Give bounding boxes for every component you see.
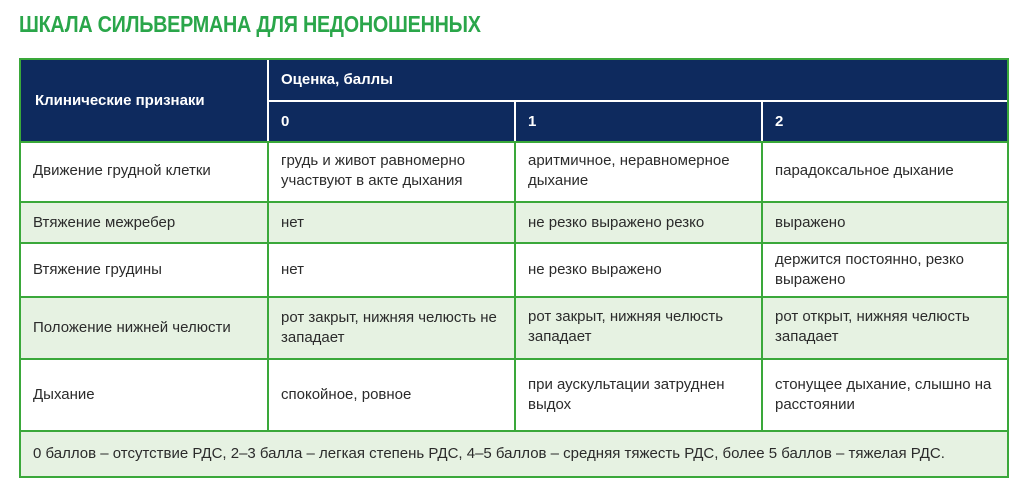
header-col-2 — [763, 102, 1007, 141]
row-2-c2-label: выражено — [775, 213, 846, 231]
table-footer — [21, 432, 1007, 476]
table-row-1-sign — [21, 141, 267, 201]
table-row-5-c1 — [514, 360, 761, 430]
row-5-c1-label: при аускультации затруднен выдох — [528, 376, 725, 413]
header-score — [267, 60, 1007, 100]
table-row-3-sign — [21, 244, 267, 296]
row-5-sign-label: Дыхание — [33, 386, 95, 403]
row-2-c0-label: нет — [281, 213, 304, 231]
header-col-2-label: 2 — [775, 112, 784, 130]
table-row-1-c2 — [761, 141, 1007, 201]
table-row-2-c2 — [761, 203, 1007, 242]
header-col-1-label: 1 — [528, 112, 537, 130]
row-3-c0-label: нет — [281, 261, 304, 278]
table-row-1-c0 — [267, 141, 514, 201]
table-row-4-c2 — [761, 298, 1007, 358]
row-1-c1-label: аритмичное, неравномерное дыхание — [528, 152, 730, 189]
table-row-3-c2 — [761, 244, 1007, 296]
row-5-c0-label: спокойное, ровное — [281, 386, 412, 403]
table-row-1-c1 — [514, 141, 761, 201]
table-row-3-c1 — [514, 244, 761, 296]
row-1-c2-label: парадоксальное дыхание — [775, 162, 954, 179]
table-row-3-c0 — [267, 244, 514, 296]
header-col-0 — [267, 102, 514, 141]
footer-text: 0 баллов – отсутствие РДС, 2–3 балла – легкая степень РДС, 4–5 баллов – средняя тяжесть РДС, более 5 баллов – тяжелая РДС. — [33, 445, 945, 462]
table-row-2-c0 — [267, 203, 514, 242]
row-2-sign-label: Втяжение межребер — [33, 213, 176, 231]
row-4-c0-label: рот закрыт, нижняя челюсть не западает — [281, 309, 497, 346]
table-row-2-sign — [21, 203, 267, 242]
row-4-sign-label: Положение нижней челюсти — [33, 319, 231, 336]
row-4-c2-label: рот открыт, нижняя челюсть западает — [775, 308, 970, 345]
table-row-4-c1 — [514, 298, 761, 358]
silverman-table — [19, 58, 1009, 478]
table-row-5-c2 — [761, 360, 1007, 430]
table-row-2-c1 — [514, 203, 761, 242]
row-1-c0-label: грудь и живот равномерно участвуют в акте дыхания — [281, 152, 466, 189]
table-row-4-c0 — [267, 298, 514, 358]
header-signs — [21, 60, 267, 141]
row-3-c2-label: держится постоянно, резко выражено — [775, 251, 965, 288]
row-1-sign-label: Движение грудной клетки — [33, 162, 211, 179]
row-5-c2-label: стонущее дыхание, слышно на расстоянии — [775, 376, 992, 413]
page-title: ШКАЛА СИЛЬВЕРМАНА ДЛЯ НЕДОНОШЕННЫХ — [19, 11, 481, 37]
row-2-c1-label: не резко выражено резко — [528, 213, 705, 231]
row-4-c1-label: рот закрыт, нижняя челюсть западает — [528, 308, 724, 345]
table-row-5-c0 — [267, 360, 514, 430]
header-col-1 — [516, 102, 761, 141]
header-score-label: Оценка, баллы — [281, 71, 393, 88]
row-3-c1-label: не резко выражено — [528, 261, 662, 278]
table-row-4-sign — [21, 298, 267, 358]
table-row-5-sign — [21, 360, 267, 430]
header-signs-label: Клинические признаки — [35, 91, 205, 109]
header-col-0-label: 0 — [281, 112, 290, 130]
row-3-sign-label: Втяжение грудины — [33, 261, 162, 278]
